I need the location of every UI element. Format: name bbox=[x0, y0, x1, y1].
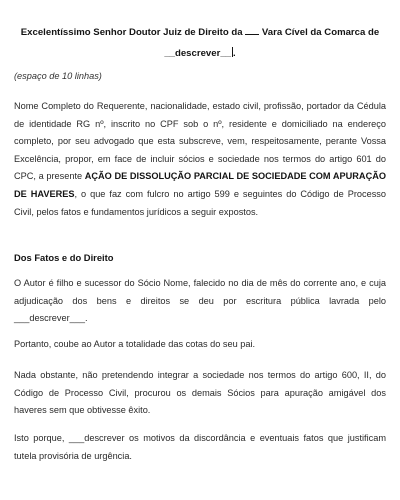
paragraph-3: Nada obstante, não pretendendo integrar a sociedade nos termos do artigo 600, II, do Código de Processo Civil, procurou os demais Sócios para apuração amigável dos haveres sem que obtivesse êxito. bbox=[14, 370, 386, 416]
heading-line2: __descrever__ bbox=[164, 48, 231, 59]
paragraph-1: O Autor é filho e sucessor do Sócio Nome, falecido no dia de mês do corrente ano, e cuja adjudicação dos bens e direitos se deu por escritura pública lavrada pelo ___descrever___. bbox=[14, 278, 386, 324]
intro-text-start: Nome Completo do Requerente, nacionalidade, estado civil, profissão, portador da Cédula de identidade RG nº, inscrito no CPF sob o nº, residente e domiciliado na endereço completo, por seu advogado que esta subscreve, vem, respeitosamente, perante Vossa Excelência, propor, em face de incluir sócios e sociedade nos termos do artigo 601 do CPC, a presente bbox=[14, 101, 386, 182]
heading-line1-end: Vara Cível da Comarca de bbox=[259, 27, 380, 38]
paragraph-4-end: provisória de urgência. bbox=[36, 450, 132, 461]
heading-line1-start: Excelentíssimo Senhor Doutor Juiz de Direito da bbox=[20, 27, 246, 38]
heading-period: . bbox=[233, 48, 236, 59]
paragraph-4 bbox=[14, 430, 386, 465]
document-heading bbox=[12, 22, 388, 64]
paragraph-4-start: Isto porque, ___descrever os motivos da discordância e eventuais fatos que justificam tutela bbox=[14, 433, 386, 461]
paragraph-2: Portanto, coube ao Autor a totalidade das cotas do seu pai. bbox=[14, 339, 256, 349]
spacing-note: (espaço de 10 linhas) bbox=[14, 71, 102, 81]
intro-paragraph bbox=[14, 98, 386, 221]
heading-blank bbox=[245, 25, 259, 35]
section-title-facts: Dos Fatos e do Direito bbox=[14, 252, 114, 263]
intro-text-end: , o que faz com fulcro no artigo 599 e seguintes do Código de Processo Civil, pelos fatos e fundamentos jurídicos a seguir expostos. bbox=[14, 188, 386, 217]
action-title: AÇÃO DE DISSOLUÇÃO PARCIAL DE SOCIEDADE COM APURAÇÃO DE HAVERES bbox=[14, 171, 386, 199]
